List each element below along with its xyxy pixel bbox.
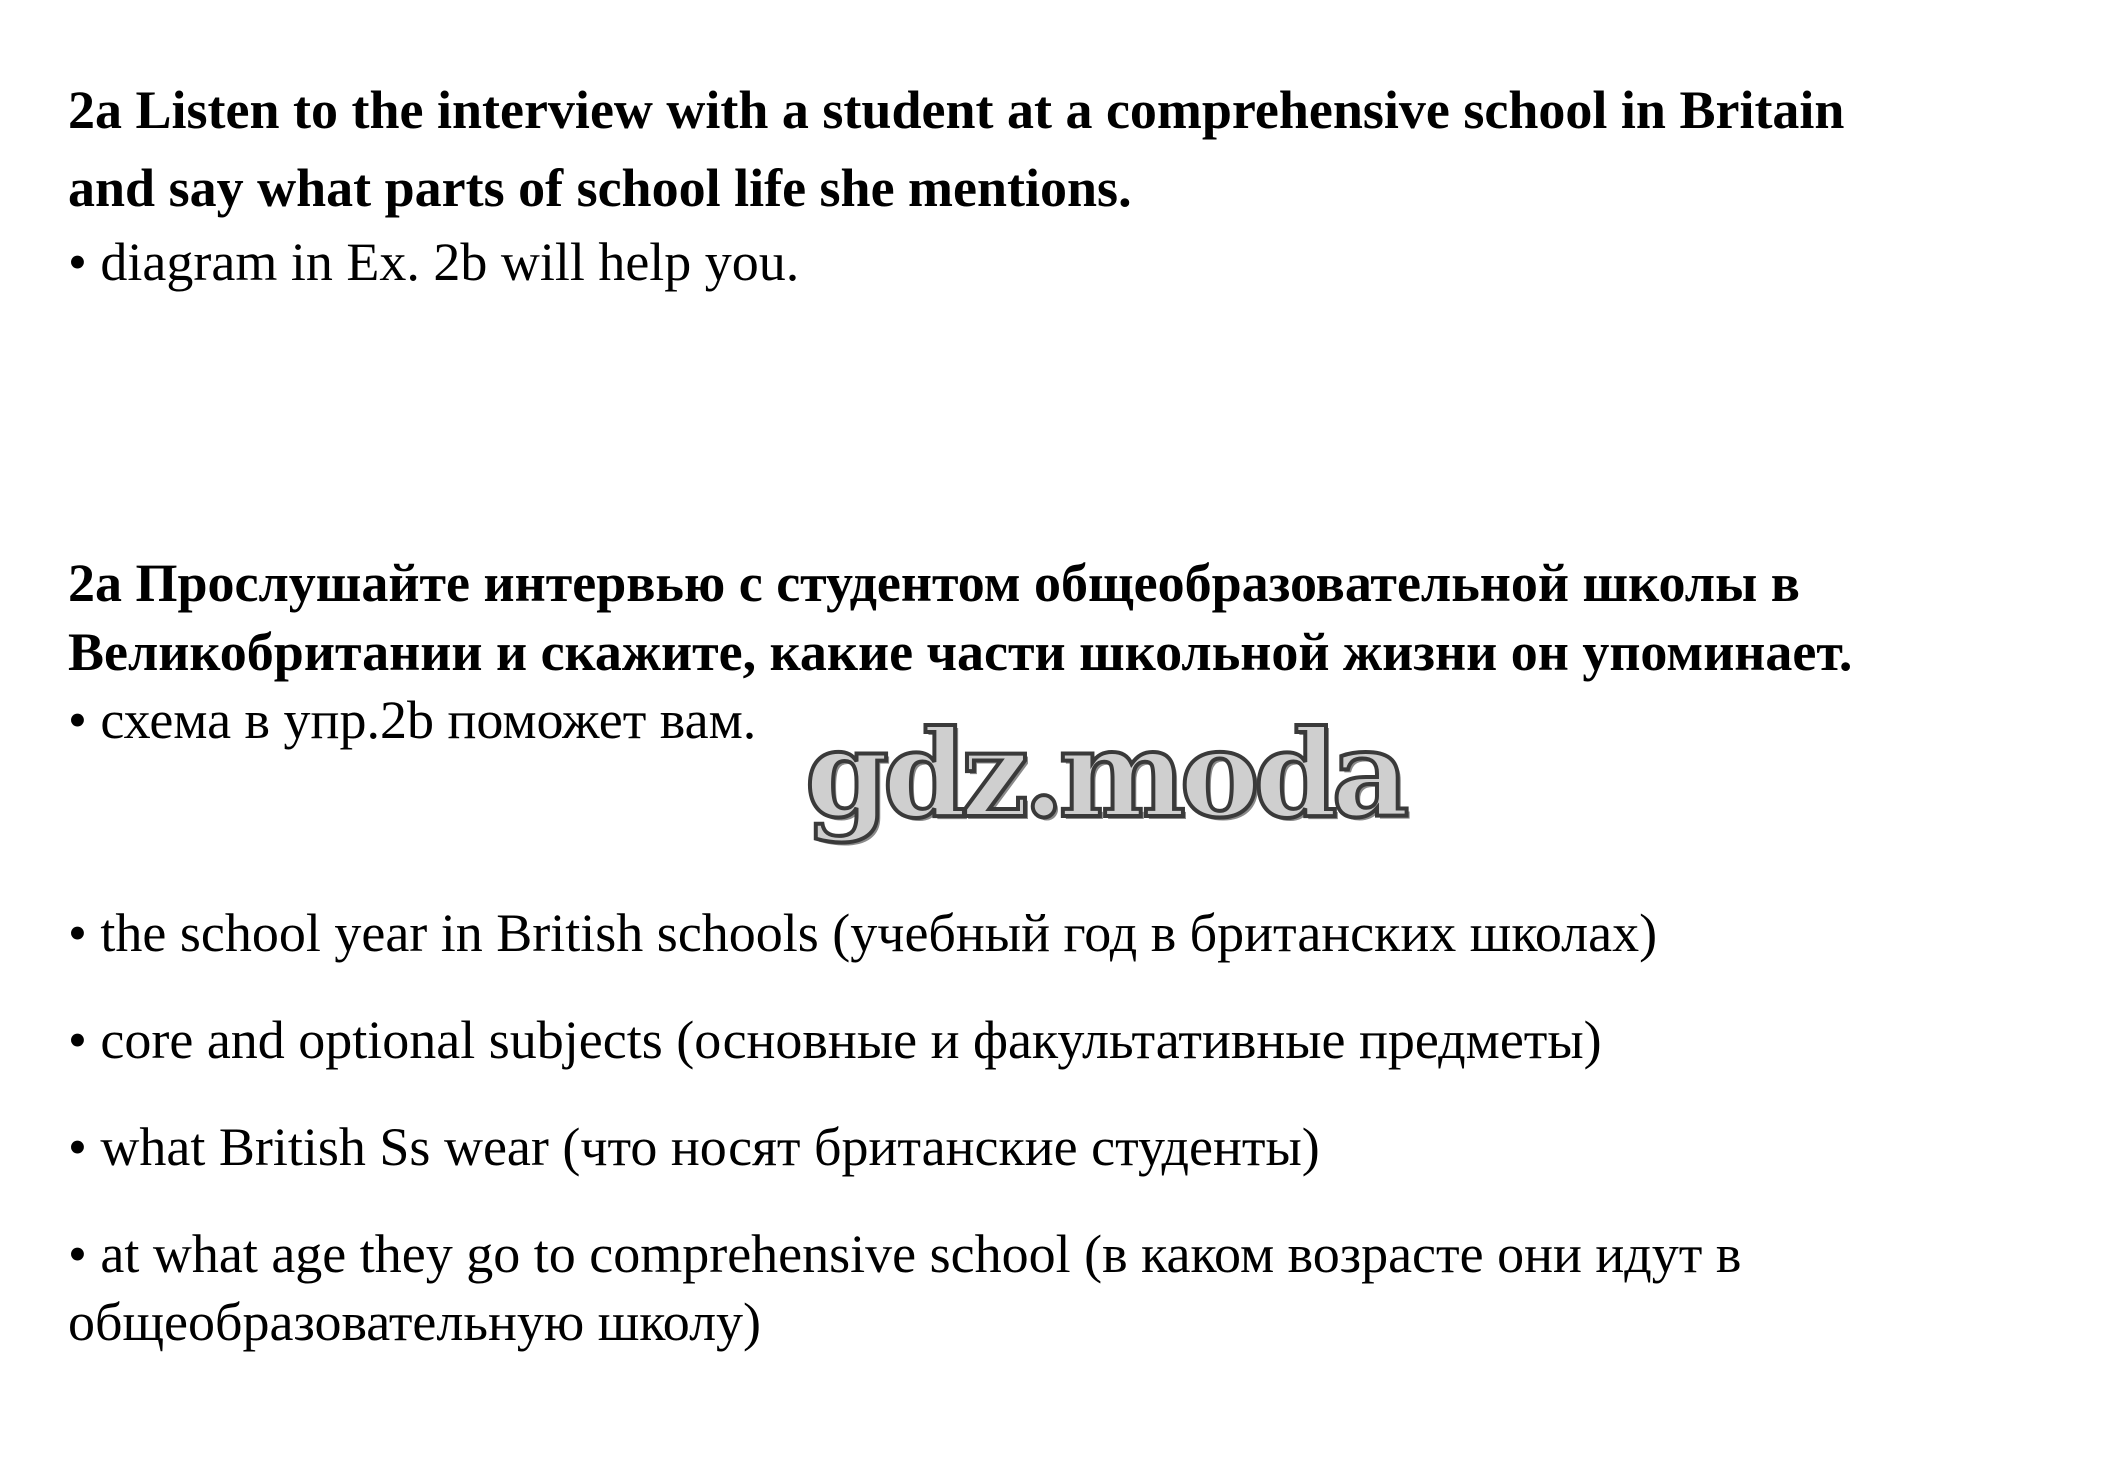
english-heading-line-2: and say what parts of school life she mentions. (68, 158, 1132, 218)
bullet-school-year: • the school year in British schools (учебный год в британских школах) (68, 903, 1658, 963)
english-hint: • diagram in Ex. 2b will help you. (68, 232, 800, 292)
russian-hint: • схема в упр.2b поможет вам. (68, 690, 757, 750)
watermark-logo: gdz.moda (805, 704, 1404, 845)
bullet-uniform: • what British Ss wear (что носят британские студенты) (68, 1117, 1320, 1177)
bullet-subjects: • core and optional subjects (основные и факультативные предметы) (68, 1010, 1602, 1070)
bullet-age-continuation: общеобразовательную школу) (68, 1292, 762, 1352)
bullet-age: • at what age they go to comprehensive school (в каком возрасте они идут в (68, 1224, 1742, 1284)
russian-heading-line-1: 2а Прослушайте интервью с студентом общеобразовательной школы в (68, 553, 1800, 613)
russian-heading-line-2: Великобритании и скажите, какие части школьной жизни он упоминает. (68, 622, 1853, 682)
english-heading-line-1: 2a Listen to the interview with a student at a comprehensive school in Britain (68, 80, 1845, 140)
